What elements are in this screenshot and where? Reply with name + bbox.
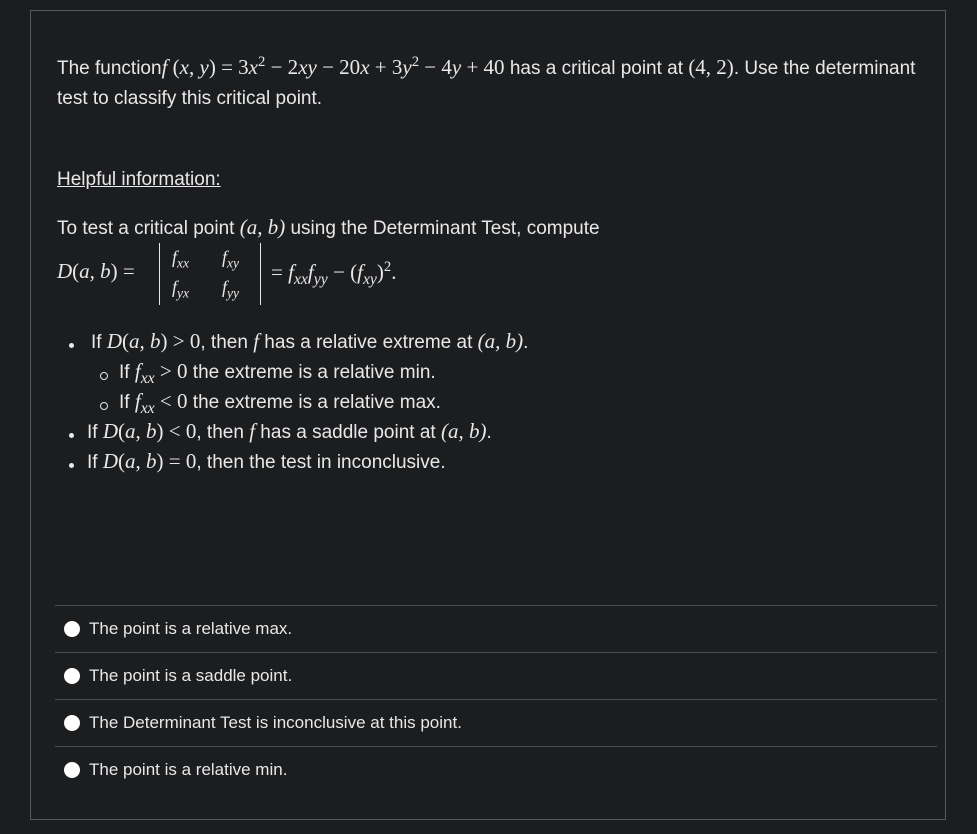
question-pre: The function (57, 58, 162, 79)
function-expression: f (x, $y) = 3x^2 - 2xy - 20x + 3y^2 - 4y + 40$ (161, 54, 505, 79)
matrix-cell-fxx: $f_{xx}$ (172, 247, 189, 271)
test-point: (a, b) (239, 215, 286, 239)
rule-max: If $f_{xx} < 0$ the extreme is a relative max. (119, 389, 441, 418)
test-intro (57, 214, 600, 242)
sub-bullet-icon (100, 402, 108, 410)
question-mid: has a critical point at (504, 58, 689, 79)
option-label: The point is a saddle point. (89, 666, 293, 685)
option-relative-max[interactable] (55, 605, 937, 652)
matrix-cell-fyx: $f_{yx}$ (172, 277, 189, 301)
determinant-formula (57, 241, 657, 309)
rule-min: If $f_{xx} > 0$ the extreme is a relative min. (119, 359, 436, 388)
option-label: The point is a relative min. (89, 760, 288, 779)
option-relative-min[interactable] (55, 746, 937, 793)
matrix-cell-fyy: $f_{yy}$ (222, 277, 239, 301)
question-card (30, 10, 946, 820)
rule-positive: If D(a, b) > 0, then f has a relative extreme at (a, b). (91, 329, 529, 353)
bullet-icon (69, 433, 74, 438)
test-intro-pre: To test a critical point (57, 218, 240, 239)
radio-icon[interactable] (64, 715, 80, 731)
question-text (57, 47, 937, 114)
option-label: The Determinant Test is inconclusive at this point. (89, 713, 462, 732)
radio-icon[interactable] (64, 668, 80, 684)
option-inconclusive[interactable] (55, 699, 937, 746)
det-rhs: = $f_{xx}f_{yy} - (f_{xy})^2$. (271, 259, 397, 289)
critical-point: (4, 2) (688, 55, 734, 79)
bullet-icon (69, 463, 74, 468)
matrix-cell-fxy: $f_{xy}$ (222, 247, 239, 271)
option-label: The point is a relative max. (89, 619, 293, 638)
det-matrix (159, 243, 261, 305)
bullet-icon (69, 343, 74, 348)
radio-icon[interactable] (64, 621, 80, 637)
det-lhs: D(a, b) = (57, 259, 135, 283)
rule-zero: If D(a, b) = 0, then the test in inconclusive. (87, 449, 446, 473)
rule-negative: If D(a, b) < 0, then f has a saddle point at (a, b). (87, 419, 492, 443)
test-intro-post: using the Determinant Test, compute (285, 218, 600, 239)
question-post: . Use the determinant test to classify this critical point. (57, 58, 916, 109)
option-saddle-point[interactable] (55, 652, 937, 699)
sub-bullet-icon (100, 372, 108, 380)
helpful-heading: Helpful information: (57, 169, 221, 190)
radio-icon[interactable] (64, 762, 80, 778)
